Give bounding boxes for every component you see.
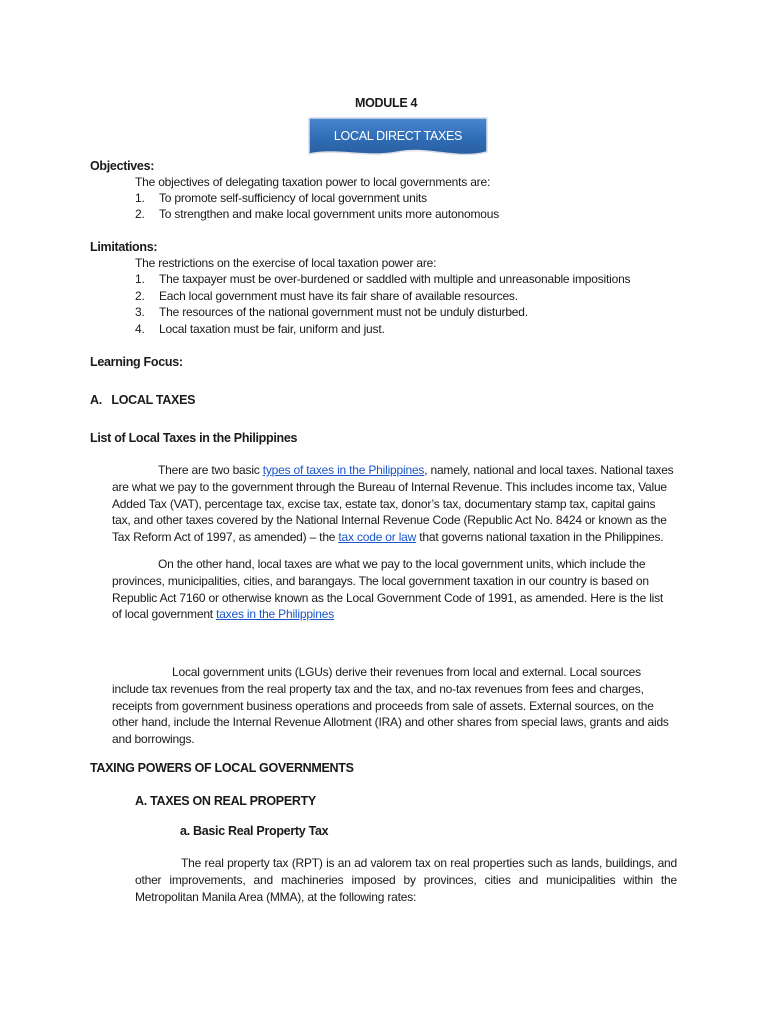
- limitation-item-3: The resources of the national government must not be unduly disturbed.: [159, 305, 528, 319]
- link-tax-code-or-law[interactable]: tax code or law: [338, 530, 417, 545]
- module-title: MODULE 4: [355, 96, 418, 110]
- banner: [307, 116, 489, 160]
- paragraph-local-taxes: [112, 556, 672, 623]
- link-types-of-taxes[interactable]: types of taxes in the Philippines: [262, 463, 425, 477]
- objectives-intro: The objectives of delegating taxation power to local governments are:: [135, 175, 491, 189]
- objective-item-1: To promote self-sufficiency of local government units: [159, 191, 427, 205]
- basic-rpt-heading: a. Basic Real Property Tax: [180, 824, 329, 838]
- taxing-powers-heading: TAXING POWERS OF LOCAL GOVERNMENTS: [90, 761, 354, 775]
- banner-label: LOCAL DIRECT TAXES: [333, 129, 463, 143]
- limitation-num-1: 1.: [135, 272, 145, 286]
- section-a-heading: A. LOCAL TAXES: [90, 393, 196, 407]
- para1-pre: There are two basic: [158, 463, 263, 477]
- objective-item-2: To strengthen and make local government units more autonomous: [159, 207, 500, 221]
- taxes-real-property-heading: A. TAXES ON REAL PROPERTY: [135, 794, 316, 808]
- limitation-item-4: Local taxation must be fair, uniform and just.: [159, 322, 385, 336]
- objectives-heading: Objectives:: [90, 159, 155, 173]
- objective-num-2: 2.: [135, 207, 145, 221]
- limitation-num-4: 4.: [135, 322, 145, 336]
- paragraph-rpt: The real property tax (RPT) is an ad valorem tax on real properties such as lands, buildings, and other improvements, and machineries imposed by provinces, cities and municipalities within the Metropolitan Manila Area (MMA), at the following rates:: [135, 856, 677, 904]
- limitations-heading: Limitations:: [90, 240, 158, 254]
- objective-num-1: 1.: [135, 191, 145, 205]
- limitations-intro: The restrictions on the exercise of local taxation power are:: [135, 256, 437, 270]
- learning-focus-heading: Learning Focus:: [90, 355, 183, 369]
- limitation-item-1: The taxpayer must be over-burdened or saddled with multiple and unreasonable impositions: [159, 272, 631, 286]
- para1-post: that governs national taxation in the Philippines.: [416, 530, 664, 545]
- link-taxes-in-philippines[interactable]: taxes in the Philippines: [216, 607, 335, 622]
- para1-mid: , namely, national and local taxes. National taxes are what we pay to the government through the Bureau of Internal Revenue. This includes income tax, Value Added Tax (VAT), percentage tax, excise tax, estate tax, donor’s tax, documentary stamp tax, capital gains tax, and other taxes covered by the National Internal Revenue Code (Republic Act No. 8424 or known as the Tax Reform Act of 1997, as amended) – the: [112, 463, 674, 545]
- limitation-num-3: 3.: [135, 305, 145, 319]
- para2-pre: On the other hand, local taxes are what we pay to the local government units, which include the provinces, municipalities, cities, and barangays. The local government taxation in our country is based on Republic Act 7160 or otherwise known as the Local Government Code of 1991, as amended. Here is the list of local government: [112, 557, 664, 622]
- paragraph-taxes-types: [112, 462, 674, 546]
- list-heading: List of Local Taxes in the Philippines: [90, 431, 298, 445]
- limitation-item-2: Each local government must have its fair share of available resources.: [159, 289, 518, 303]
- limitation-num-2: 2.: [135, 289, 145, 303]
- paragraph-lgu-revenues: Local government units (LGUs) derive their revenues from local and external. Local sources include tax revenues from the real property tax and the tax, and no-tax revenues from fees and charges, receipts from government business operations and proceeds from sale of assets. External sources, on the other hand, include the Internal Revenue Allotment (IRA) and other shares from special laws, grants and aids and borrowings.: [112, 665, 669, 747]
